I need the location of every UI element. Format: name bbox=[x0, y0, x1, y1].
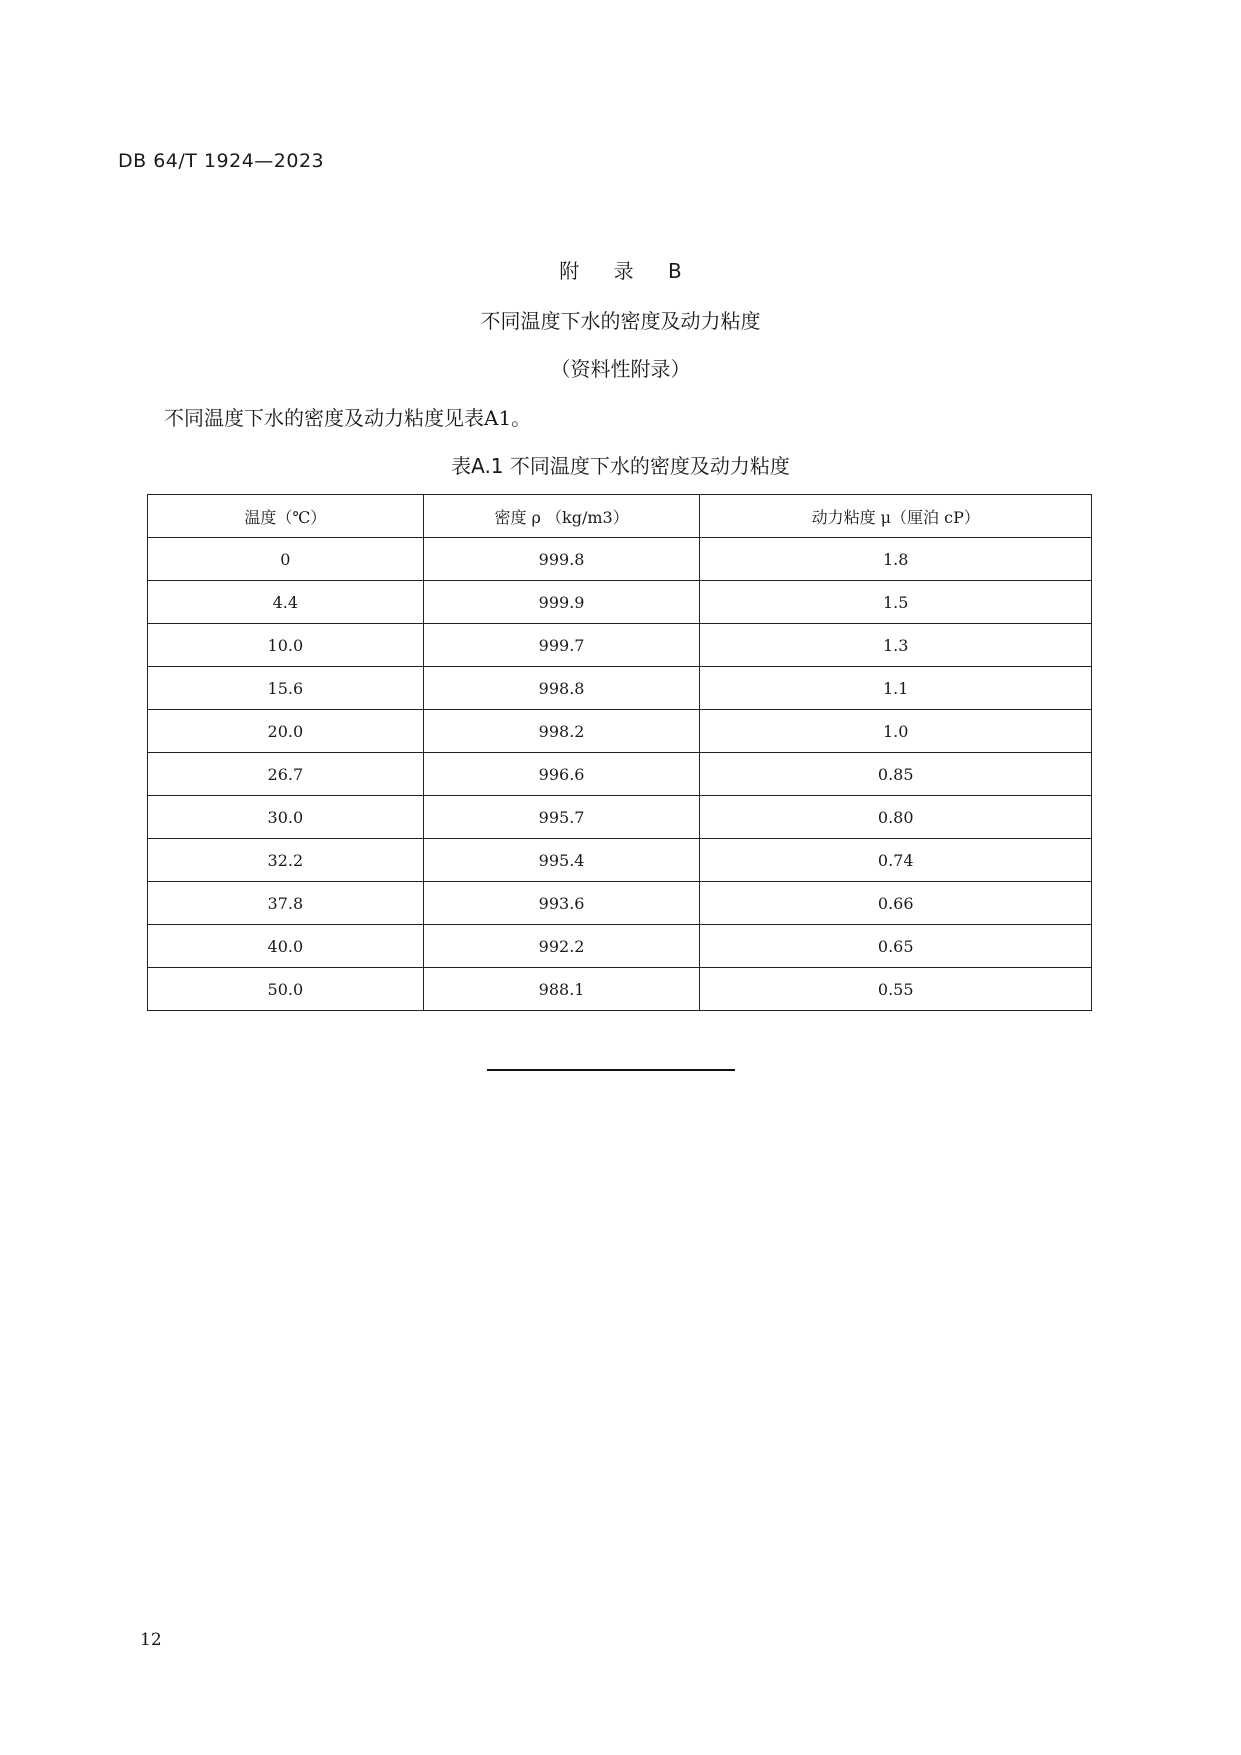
cell-viscosity: 1.1 bbox=[700, 667, 1092, 710]
header-viscosity: 动力粘度 μ（厘泊 cP） bbox=[700, 495, 1092, 538]
cell-density: 993.6 bbox=[423, 882, 700, 925]
header-density: 密度 ρ （kg/m3） bbox=[423, 495, 700, 538]
cell-temperature: 32.2 bbox=[148, 839, 424, 882]
cell-viscosity: 1.5 bbox=[700, 581, 1092, 624]
cell-density: 988.1 bbox=[423, 968, 700, 1011]
table-row bbox=[148, 753, 1092, 796]
cell-density: 999.8 bbox=[423, 538, 700, 581]
table-row bbox=[148, 925, 1092, 968]
table-header-row bbox=[148, 495, 1092, 538]
table-caption: 表A.1 不同温度下水的密度及动力粘度 bbox=[451, 454, 790, 478]
cell-temperature: 30.0 bbox=[148, 796, 424, 839]
page-number: 12 bbox=[140, 1630, 162, 1650]
appendix-type: （资料性附录） bbox=[550, 357, 691, 381]
cell-density: 995.4 bbox=[423, 839, 700, 882]
header-temperature: 温度（℃） bbox=[148, 495, 424, 538]
cell-temperature: 26.7 bbox=[148, 753, 424, 796]
cell-density: 996.6 bbox=[423, 753, 700, 796]
cell-viscosity: 0.85 bbox=[700, 753, 1092, 796]
cell-density: 998.8 bbox=[423, 667, 700, 710]
cell-viscosity: 0.65 bbox=[700, 925, 1092, 968]
table-row bbox=[148, 882, 1092, 925]
cell-density: 992.2 bbox=[423, 925, 700, 968]
table-row bbox=[148, 968, 1092, 1011]
density-viscosity-table bbox=[147, 494, 1092, 1011]
cell-viscosity: 1.8 bbox=[700, 538, 1092, 581]
appendix-label: 附 录 B bbox=[559, 259, 696, 283]
table-row bbox=[148, 538, 1092, 581]
cell-temperature: 15.6 bbox=[148, 667, 424, 710]
table-row bbox=[148, 581, 1092, 624]
cell-density: 999.9 bbox=[423, 581, 700, 624]
cell-viscosity: 0.66 bbox=[700, 882, 1092, 925]
intro-paragraph: 不同温度下水的密度及动力粘度见表A1。 bbox=[164, 406, 532, 430]
cell-temperature: 50.0 bbox=[148, 968, 424, 1011]
table-row bbox=[148, 796, 1092, 839]
cell-viscosity: 1.0 bbox=[700, 710, 1092, 753]
document-code: DB 64/T 1924—2023 bbox=[118, 150, 325, 172]
cell-viscosity: 0.80 bbox=[700, 796, 1092, 839]
cell-temperature: 4.4 bbox=[148, 581, 424, 624]
cell-density: 998.2 bbox=[423, 710, 700, 753]
cell-viscosity: 0.55 bbox=[700, 968, 1092, 1011]
appendix-title: 不同温度下水的密度及动力粘度 bbox=[480, 309, 761, 333]
table-row bbox=[148, 624, 1092, 667]
cell-temperature: 37.8 bbox=[148, 882, 424, 925]
cell-viscosity: 0.74 bbox=[700, 839, 1092, 882]
cell-temperature: 40.0 bbox=[148, 925, 424, 968]
cell-temperature: 10.0 bbox=[148, 624, 424, 667]
table-row bbox=[148, 710, 1092, 753]
cell-density: 995.7 bbox=[423, 796, 700, 839]
table-row bbox=[148, 667, 1092, 710]
end-of-document-rule bbox=[487, 1069, 735, 1071]
cell-temperature: 20.0 bbox=[148, 710, 424, 753]
cell-viscosity: 1.3 bbox=[700, 624, 1092, 667]
cell-temperature: 0 bbox=[148, 538, 424, 581]
cell-density: 999.7 bbox=[423, 624, 700, 667]
table-row bbox=[148, 839, 1092, 882]
